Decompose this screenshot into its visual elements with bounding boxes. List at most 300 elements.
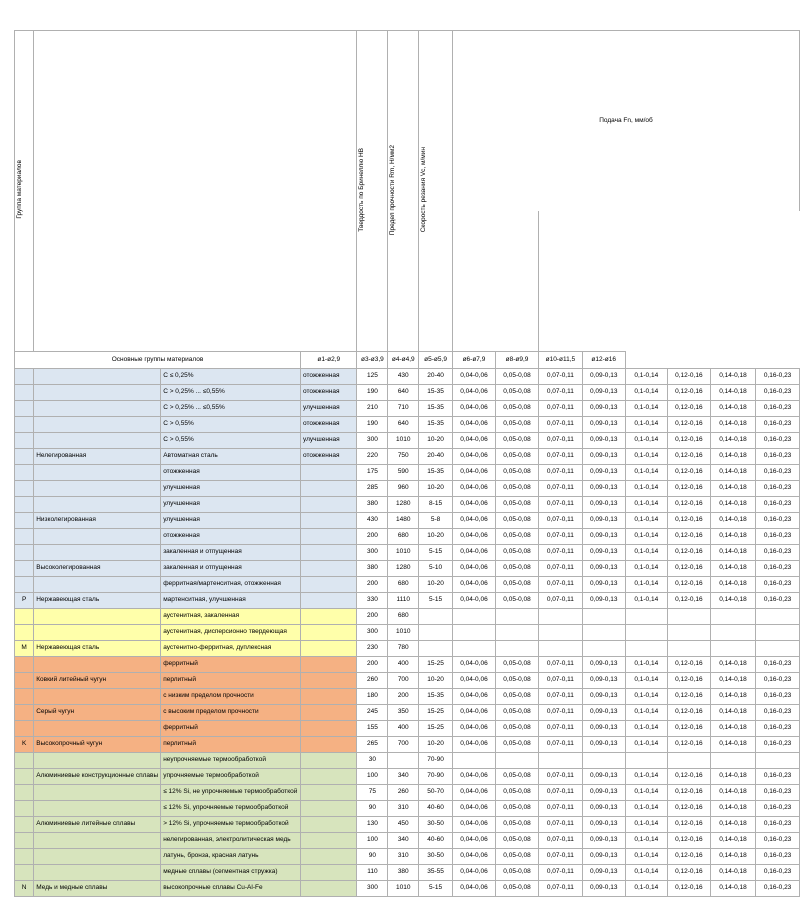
row-feed-7: 0,14-0,18 (710, 577, 755, 593)
row-feed-6: 0,12-0,16 (667, 417, 710, 433)
row-feed-7: 0,14-0,18 (710, 849, 755, 865)
row-subgroup: Низколегированная (34, 513, 161, 529)
row-feed-4: 0,09-0,13 (582, 769, 625, 785)
row-feed-7: 0,14-0,18 (710, 881, 755, 897)
row-strength: 640 (388, 417, 419, 433)
row-feed-6: 0,12-0,16 (667, 657, 710, 673)
row-feed-4: 0,09-0,13 (582, 481, 625, 497)
row-group-code (15, 689, 34, 705)
row-group-code (15, 657, 34, 673)
row-feed-8 (756, 753, 800, 769)
row-cutting-speed: 70-90 (419, 753, 453, 769)
row-hardness: 265 (357, 737, 388, 753)
table-row (15, 849, 800, 865)
row-feed-1: 0,04-0,06 (452, 705, 495, 721)
row-feed-2: 0,05-0,08 (496, 497, 539, 513)
row-material-name: с низким пределом прочности (161, 689, 301, 705)
row-material-state (300, 465, 357, 481)
row-feed-5: 0,1-0,14 (625, 817, 667, 833)
row-feed-1: 0,04-0,06 (452, 849, 495, 865)
row-material-name: отожженная (161, 529, 301, 545)
row-feed-3: 0,07-0,11 (539, 561, 583, 577)
header-feed-col-1: ø1-ø2,9 (300, 352, 357, 369)
row-feed-5: 0,1-0,14 (625, 385, 667, 401)
row-cutting-speed: 20-40 (419, 369, 453, 385)
row-feed-4: 0,09-0,13 (582, 737, 625, 753)
row-feed-2: 0,05-0,08 (496, 801, 539, 817)
row-hardness: 200 (357, 609, 388, 625)
table-row (15, 545, 800, 561)
row-group-code (15, 481, 34, 497)
row-feed-5: 0,1-0,14 (625, 497, 667, 513)
row-material-state (300, 481, 357, 497)
row-group-code (15, 625, 34, 641)
row-cutting-speed: 10-20 (419, 673, 453, 689)
row-hardness: 330 (357, 593, 388, 609)
row-feed-6: 0,12-0,16 (667, 481, 710, 497)
row-subgroup (34, 625, 161, 641)
header-feed-col-2: ø3-ø3,9 (357, 352, 388, 369)
row-feed-4: 0,09-0,13 (582, 689, 625, 705)
row-feed-5: 0,1-0,14 (625, 561, 667, 577)
row-feed-2: 0,05-0,08 (496, 481, 539, 497)
table-row (15, 401, 800, 417)
header-group-of-materials (15, 31, 34, 352)
row-hardness: 90 (357, 801, 388, 817)
row-feed-8: 0,16-0,23 (756, 833, 800, 849)
row-hardness: 75 (357, 785, 388, 801)
row-feed-5: 0,1-0,14 (625, 545, 667, 561)
row-group-code (15, 577, 34, 593)
row-feed-7: 0,14-0,18 (710, 529, 755, 545)
row-feed-8 (756, 609, 800, 625)
row-feed-8: 0,16-0,23 (756, 529, 800, 545)
row-feed-1: 0,04-0,06 (452, 833, 495, 849)
row-feed-8: 0,16-0,23 (756, 561, 800, 577)
row-cutting-speed: 5-10 (419, 561, 453, 577)
row-subgroup: Серый чугун (34, 705, 161, 721)
row-feed-8: 0,16-0,23 (756, 657, 800, 673)
table-row (15, 609, 800, 625)
row-feed-5: 0,1-0,14 (625, 833, 667, 849)
row-cutting-speed: 5-15 (419, 881, 453, 897)
row-feed-5: 0,1-0,14 (625, 401, 667, 417)
row-material-name: C > 0,55% (161, 417, 301, 433)
row-feed-5 (625, 641, 667, 657)
row-feed-3 (539, 625, 583, 641)
row-hardness: 190 (357, 417, 388, 433)
table-row (15, 449, 800, 465)
row-cutting-speed: 15-35 (419, 385, 453, 401)
header-group-of-materials-label: Группа материалов (16, 160, 23, 219)
row-hardness: 210 (357, 401, 388, 417)
table-row (15, 817, 800, 833)
row-feed-1: 0,04-0,06 (452, 689, 495, 705)
row-cutting-speed: 30-50 (419, 817, 453, 833)
row-feed-5: 0,1-0,14 (625, 449, 667, 465)
row-material-name: мартенситная, улучшенная (161, 593, 301, 609)
row-strength (388, 753, 419, 769)
row-feed-7: 0,14-0,18 (710, 385, 755, 401)
row-group-code (15, 801, 34, 817)
table-row (15, 673, 800, 689)
row-subgroup (34, 497, 161, 513)
row-feed-4: 0,09-0,13 (582, 593, 625, 609)
row-feed-5: 0,1-0,14 (625, 433, 667, 449)
row-feed-7: 0,14-0,18 (710, 705, 755, 721)
row-feed-1: 0,04-0,06 (452, 673, 495, 689)
row-feed-4: 0,09-0,13 (582, 369, 625, 385)
row-feed-1: 0,04-0,06 (452, 545, 495, 561)
row-material-name: > 12% Si, упрочняемые термообработкой (161, 817, 301, 833)
header-feed-col-3: ø4-ø4,9 (388, 352, 419, 369)
row-cutting-speed: 15-35 (419, 465, 453, 481)
row-subgroup: Нержавеющая сталь (34, 641, 161, 657)
row-feed-1: 0,04-0,06 (452, 481, 495, 497)
row-group-code: K (15, 737, 34, 753)
row-feed-8: 0,16-0,23 (756, 737, 800, 753)
row-feed-4: 0,09-0,13 (582, 465, 625, 481)
row-material-name: C > 0,55% (161, 433, 301, 449)
row-subgroup: Алюминиевые конструкционные сплавы (34, 769, 161, 785)
row-cutting-speed: 15-25 (419, 657, 453, 673)
row-feed-3: 0,07-0,11 (539, 449, 583, 465)
row-material-state (300, 753, 357, 769)
row-group-code (15, 529, 34, 545)
row-feed-1: 0,04-0,06 (452, 657, 495, 673)
row-material-name: Автоматная сталь (161, 449, 301, 465)
header-feed-col-8: ø12-ø16 (582, 352, 625, 369)
row-feed-8: 0,16-0,23 (756, 785, 800, 801)
row-hardness: 300 (357, 625, 388, 641)
row-cutting-speed: 5-8 (419, 513, 453, 529)
row-material-state (300, 593, 357, 609)
row-feed-3: 0,07-0,11 (539, 817, 583, 833)
row-cutting-speed: 15-35 (419, 417, 453, 433)
row-hardness: 30 (357, 753, 388, 769)
row-feed-6: 0,12-0,16 (667, 721, 710, 737)
row-feed-1: 0,04-0,06 (452, 593, 495, 609)
row-feed-8: 0,16-0,23 (756, 817, 800, 833)
row-cutting-speed: 10-20 (419, 529, 453, 545)
row-feed-4: 0,09-0,13 (582, 849, 625, 865)
row-strength: 450 (388, 817, 419, 833)
row-feed-5: 0,1-0,14 (625, 593, 667, 609)
row-feed-3: 0,07-0,11 (539, 513, 583, 529)
row-feed-6: 0,12-0,16 (667, 769, 710, 785)
row-feed-6 (667, 609, 710, 625)
row-group-code (15, 561, 34, 577)
row-material-state (300, 785, 357, 801)
row-subgroup: Нелегированная (34, 449, 161, 465)
row-hardness: 100 (357, 769, 388, 785)
row-subgroup (34, 609, 161, 625)
table-row (15, 625, 800, 641)
row-feed-7: 0,14-0,18 (710, 561, 755, 577)
row-feed-6: 0,12-0,16 (667, 817, 710, 833)
table-row (15, 881, 800, 897)
row-feed-4 (582, 609, 625, 625)
row-feed-2: 0,05-0,08 (496, 433, 539, 449)
row-material-state (300, 513, 357, 529)
row-cutting-speed: 10-20 (419, 577, 453, 593)
row-cutting-speed: 15-25 (419, 705, 453, 721)
row-feed-1: 0,04-0,06 (452, 401, 495, 417)
row-material-state (300, 577, 357, 593)
row-strength: 340 (388, 833, 419, 849)
table-row (15, 385, 800, 401)
row-subgroup (34, 385, 161, 401)
row-feed-6: 0,12-0,16 (667, 785, 710, 801)
row-material-state (300, 673, 357, 689)
row-feed-3: 0,07-0,11 (539, 481, 583, 497)
row-strength: 680 (388, 609, 419, 625)
row-group-code (15, 385, 34, 401)
row-group-code (15, 769, 34, 785)
row-feed-6 (667, 641, 710, 657)
row-feed-1: 0,04-0,06 (452, 561, 495, 577)
row-cutting-speed: 35-55 (419, 865, 453, 881)
row-feed-6: 0,12-0,16 (667, 433, 710, 449)
row-group-code (15, 417, 34, 433)
header-row-columns (15, 352, 800, 369)
row-subgroup (34, 369, 161, 385)
row-feed-8: 0,16-0,23 (756, 593, 800, 609)
row-feed-5: 0,1-0,14 (625, 785, 667, 801)
row-material-name: C > 0,25% ... ≤0,55% (161, 385, 301, 401)
row-feed-6: 0,12-0,16 (667, 689, 710, 705)
row-feed-7: 0,14-0,18 (710, 769, 755, 785)
row-feed-6: 0,12-0,16 (667, 497, 710, 513)
row-strength: 340 (388, 769, 419, 785)
row-feed-4: 0,09-0,13 (582, 833, 625, 849)
row-strength: 680 (388, 529, 419, 545)
row-feed-3 (539, 641, 583, 657)
row-feed-4: 0,09-0,13 (582, 785, 625, 801)
row-feed-7: 0,14-0,18 (710, 545, 755, 561)
row-feed-8: 0,16-0,23 (756, 417, 800, 433)
row-cutting-speed: 10-20 (419, 737, 453, 753)
table-row (15, 369, 800, 385)
row-feed-3: 0,07-0,11 (539, 673, 583, 689)
table-row (15, 481, 800, 497)
row-feed-6: 0,12-0,16 (667, 465, 710, 481)
row-feed-8: 0,16-0,23 (756, 545, 800, 561)
row-feed-7: 0,14-0,18 (710, 593, 755, 609)
row-group-code (15, 465, 34, 481)
table-row (15, 705, 800, 721)
row-subgroup (34, 529, 161, 545)
row-feed-1: 0,04-0,06 (452, 817, 495, 833)
row-material-state (300, 529, 357, 545)
row-feed-2: 0,05-0,08 (496, 689, 539, 705)
row-feed-5: 0,1-0,14 (625, 529, 667, 545)
row-feed-1: 0,04-0,06 (452, 801, 495, 817)
row-feed-7: 0,14-0,18 (710, 865, 755, 881)
row-material-state (300, 497, 357, 513)
row-feed-8: 0,16-0,23 (756, 801, 800, 817)
row-feed-7 (710, 641, 755, 657)
row-feed-6: 0,12-0,16 (667, 401, 710, 417)
row-feed-3: 0,07-0,11 (539, 865, 583, 881)
row-material-name: нелегированная, электролитическая медь (161, 833, 301, 849)
row-feed-6 (667, 625, 710, 641)
row-strength: 400 (388, 657, 419, 673)
row-strength: 400 (388, 721, 419, 737)
row-material-state: отожженная (300, 369, 357, 385)
header-row-spacer (15, 211, 800, 352)
row-hardness: 230 (357, 641, 388, 657)
row-feed-2: 0,05-0,08 (496, 881, 539, 897)
row-hardness: 100 (357, 833, 388, 849)
row-feed-1 (452, 625, 495, 641)
row-group-code: P (15, 593, 34, 609)
row-feed-6: 0,12-0,16 (667, 449, 710, 465)
row-feed-3: 0,07-0,11 (539, 545, 583, 561)
row-hardness: 90 (357, 849, 388, 865)
row-hardness: 300 (357, 545, 388, 561)
header-row-top (15, 31, 800, 212)
row-feed-6: 0,12-0,16 (667, 529, 710, 545)
row-feed-8: 0,16-0,23 (756, 881, 800, 897)
header-feed-title: Подача Fn, мм/об (452, 31, 799, 212)
row-strength: 1010 (388, 625, 419, 641)
row-feed-4: 0,09-0,13 (582, 881, 625, 897)
row-cutting-speed: 40-60 (419, 833, 453, 849)
row-feed-8: 0,16-0,23 (756, 385, 800, 401)
row-subgroup (34, 753, 161, 769)
row-feed-2: 0,05-0,08 (496, 529, 539, 545)
row-cutting-speed: 15-35 (419, 401, 453, 417)
row-subgroup (34, 833, 161, 849)
row-feed-1 (452, 641, 495, 657)
row-feed-2: 0,05-0,08 (496, 577, 539, 593)
row-strength: 700 (388, 673, 419, 689)
row-cutting-speed (419, 609, 453, 625)
row-feed-2: 0,05-0,08 (496, 865, 539, 881)
row-feed-3: 0,07-0,11 (539, 465, 583, 481)
row-material-state (300, 881, 357, 897)
row-hardness: 180 (357, 689, 388, 705)
row-feed-2: 0,05-0,08 (496, 561, 539, 577)
row-hardness: 175 (357, 465, 388, 481)
row-cutting-speed: 70-90 (419, 769, 453, 785)
row-feed-7: 0,14-0,18 (710, 689, 755, 705)
row-feed-1: 0,04-0,06 (452, 513, 495, 529)
row-feed-2 (496, 625, 539, 641)
row-material-state (300, 625, 357, 641)
table-row (15, 737, 800, 753)
row-group-code (15, 369, 34, 385)
row-strength: 1010 (388, 881, 419, 897)
row-material-name: C > 0,25% ... ≤0,55% (161, 401, 301, 417)
row-strength: 350 (388, 705, 419, 721)
row-strength: 710 (388, 401, 419, 417)
row-feed-5: 0,1-0,14 (625, 481, 667, 497)
row-feed-8: 0,16-0,23 (756, 481, 800, 497)
header-main-groups: Основные группы материалов (15, 352, 301, 369)
row-hardness: 200 (357, 577, 388, 593)
row-group-code (15, 785, 34, 801)
row-feed-5: 0,1-0,14 (625, 865, 667, 881)
row-feed-3: 0,07-0,11 (539, 401, 583, 417)
row-feed-8: 0,16-0,23 (756, 705, 800, 721)
row-group-code (15, 673, 34, 689)
row-feed-6: 0,12-0,16 (667, 577, 710, 593)
row-feed-3: 0,07-0,11 (539, 705, 583, 721)
row-feed-7: 0,14-0,18 (710, 833, 755, 849)
row-subgroup (34, 721, 161, 737)
row-hardness: 380 (357, 561, 388, 577)
table-row (15, 433, 800, 449)
row-strength: 310 (388, 801, 419, 817)
row-cutting-speed: 5-15 (419, 593, 453, 609)
row-material-state (300, 801, 357, 817)
row-feed-5: 0,1-0,14 (625, 737, 667, 753)
row-strength: 960 (388, 481, 419, 497)
row-group-code (15, 817, 34, 833)
row-feed-3: 0,07-0,11 (539, 721, 583, 737)
row-feed-3: 0,07-0,11 (539, 497, 583, 513)
row-feed-2 (496, 641, 539, 657)
row-feed-4: 0,09-0,13 (582, 449, 625, 465)
row-material-state: улучшенная (300, 401, 357, 417)
table-row (15, 577, 800, 593)
row-subgroup (34, 401, 161, 417)
row-strength: 200 (388, 689, 419, 705)
row-subgroup (34, 577, 161, 593)
row-subgroup (34, 465, 161, 481)
row-material-name: аустенитная, дисперсионно твердеющая (161, 625, 301, 641)
row-feed-6: 0,12-0,16 (667, 369, 710, 385)
row-cutting-speed: 15-25 (419, 721, 453, 737)
row-subgroup (34, 689, 161, 705)
row-feed-5: 0,1-0,14 (625, 417, 667, 433)
row-feed-5: 0,1-0,14 (625, 721, 667, 737)
row-cutting-speed (419, 625, 453, 641)
row-material-state (300, 721, 357, 737)
header-feed-col-6: ø8-ø9,9 (496, 352, 539, 369)
row-feed-8 (756, 641, 800, 657)
row-material-state (300, 817, 357, 833)
table-row (15, 513, 800, 529)
row-material-name: неупрочняемые термообработкой (161, 753, 301, 769)
row-feed-2: 0,05-0,08 (496, 513, 539, 529)
table-row (15, 641, 800, 657)
row-feed-2: 0,05-0,08 (496, 545, 539, 561)
row-feed-2: 0,05-0,08 (496, 593, 539, 609)
row-material-state (300, 641, 357, 657)
row-feed-4: 0,09-0,13 (582, 433, 625, 449)
row-material-name: улучшенная (161, 497, 301, 513)
row-strength: 590 (388, 465, 419, 481)
row-hardness: 190 (357, 385, 388, 401)
row-material-name: перлитный (161, 737, 301, 753)
row-feed-6: 0,12-0,16 (667, 705, 710, 721)
row-feed-6: 0,12-0,16 (667, 545, 710, 561)
row-material-state (300, 737, 357, 753)
row-strength: 1010 (388, 433, 419, 449)
row-subgroup (34, 481, 161, 497)
table-row (15, 833, 800, 849)
row-material-state: улучшенная (300, 433, 357, 449)
row-feed-8: 0,16-0,23 (756, 513, 800, 529)
row-feed-2 (496, 753, 539, 769)
row-group-code (15, 513, 34, 529)
row-feed-5: 0,1-0,14 (625, 465, 667, 481)
row-feed-1: 0,04-0,06 (452, 881, 495, 897)
row-hardness: 260 (357, 673, 388, 689)
